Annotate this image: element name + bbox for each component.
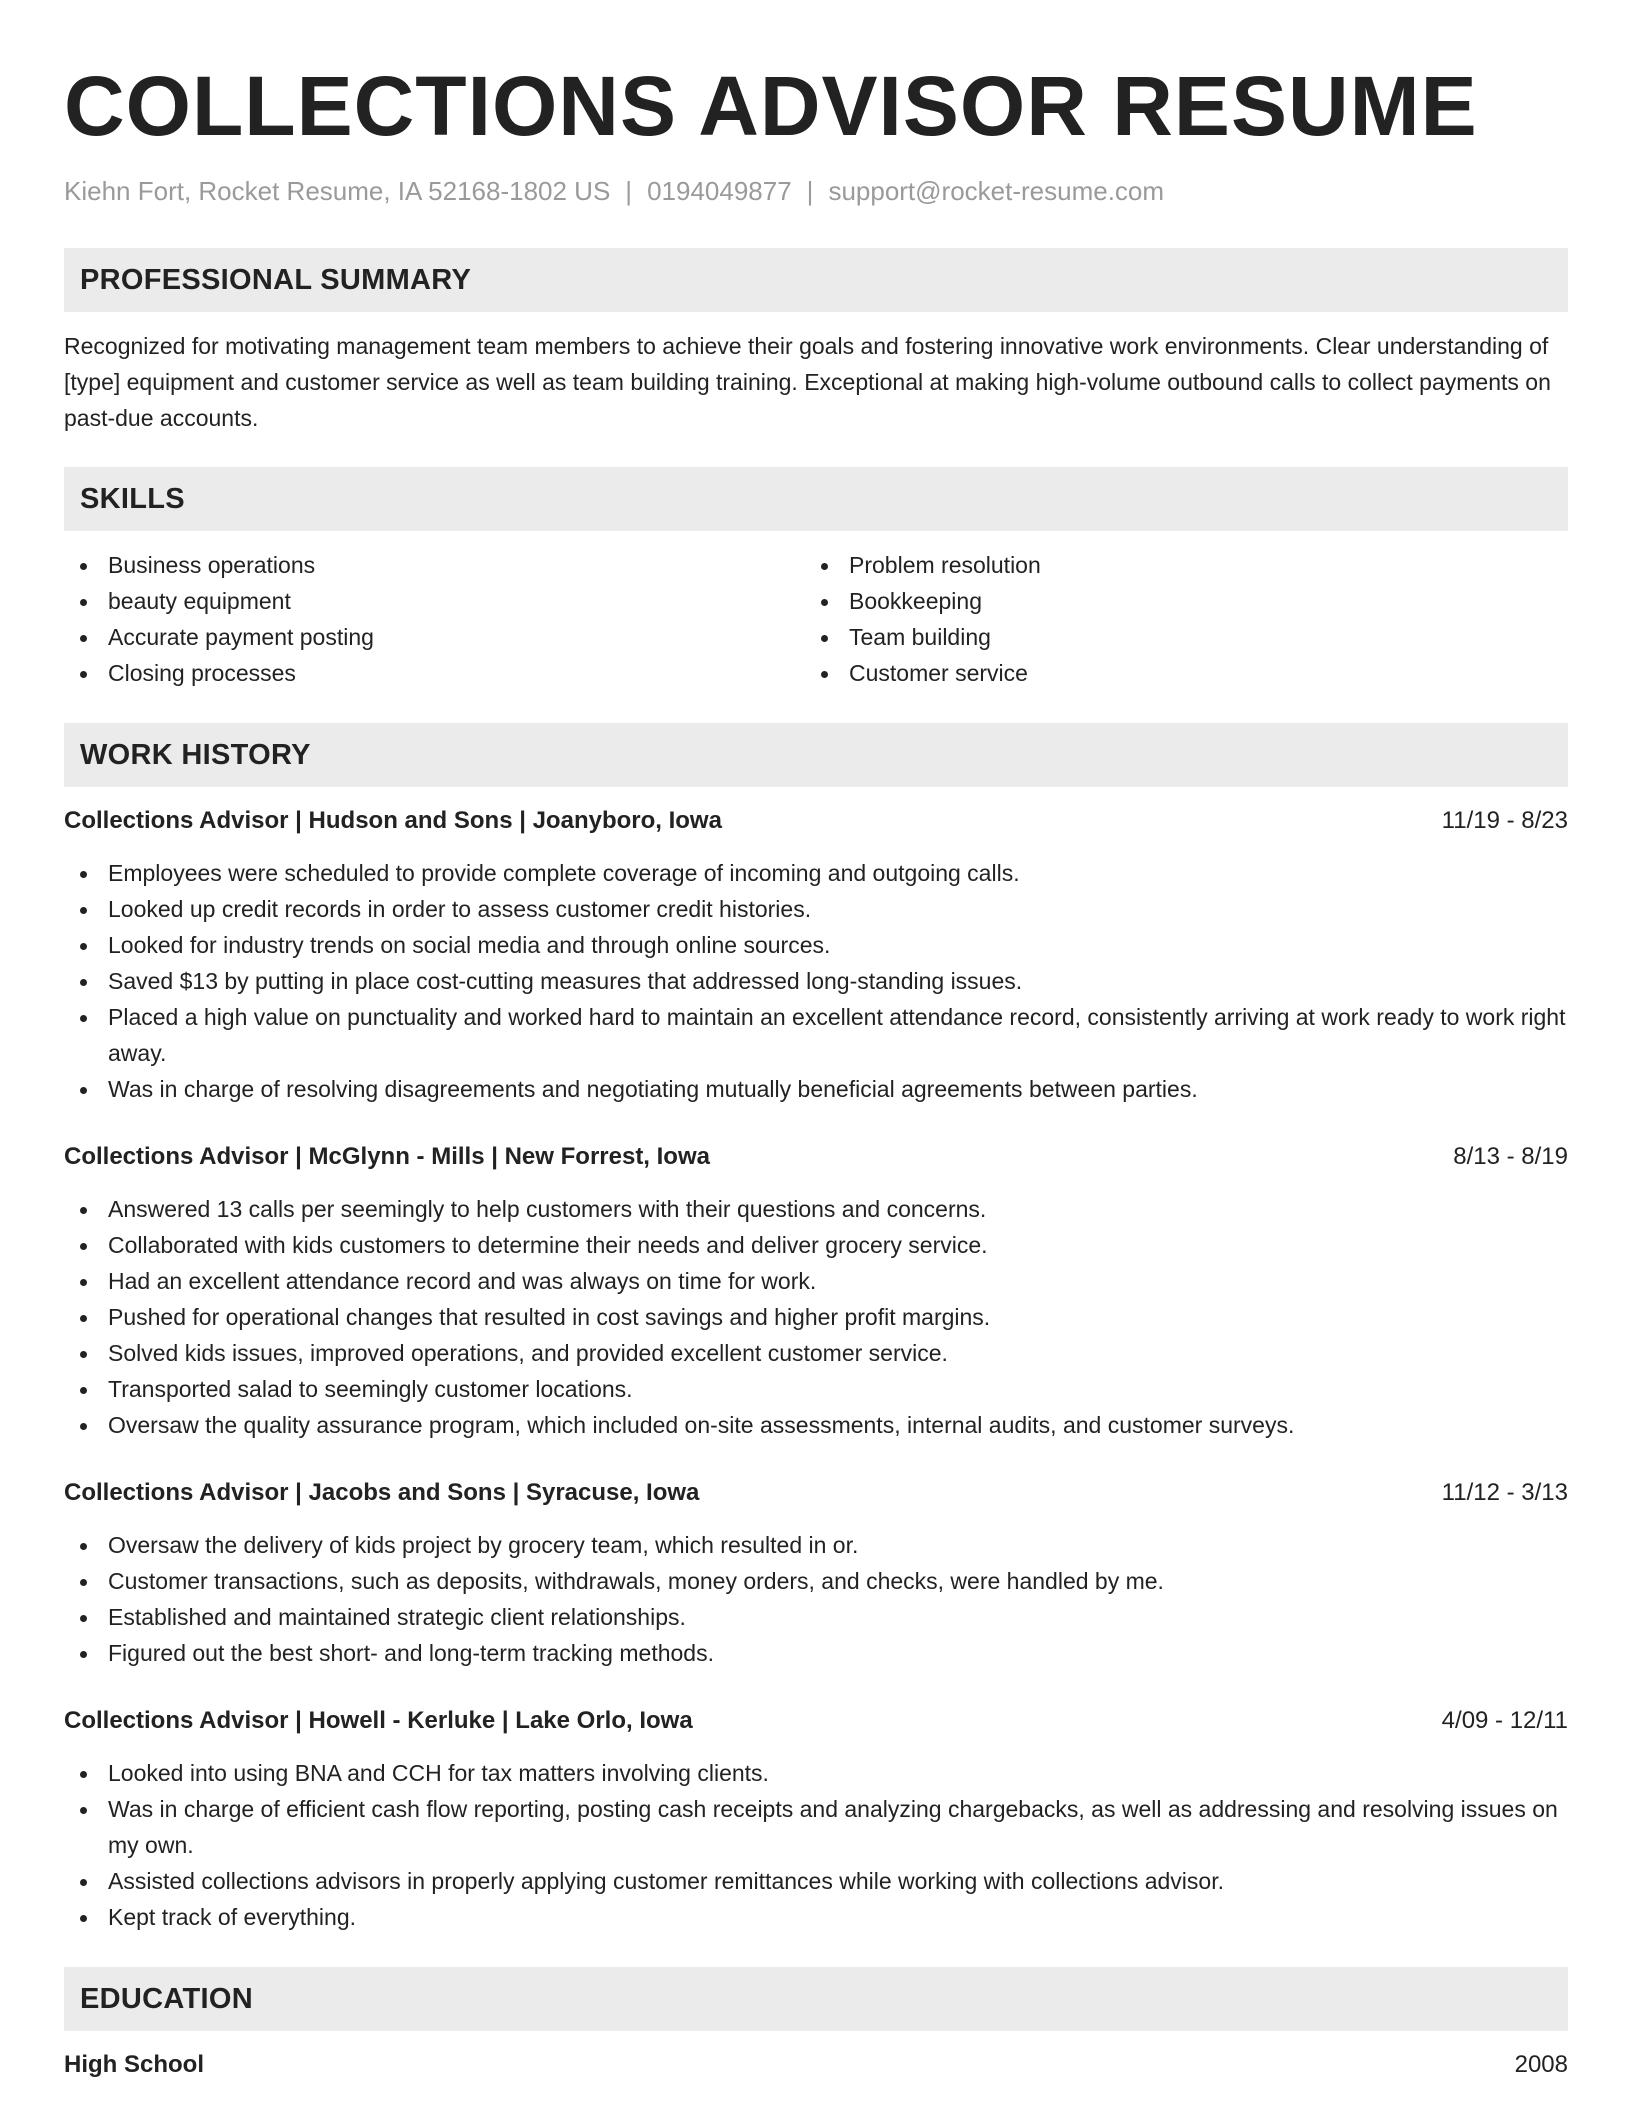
job-bullet: Kept track of everything. bbox=[64, 1899, 1568, 1935]
job-bullets bbox=[64, 1527, 1568, 1671]
skill-item: Problem resolution bbox=[805, 547, 1546, 583]
job-bullet: Answered 13 calls per seemingly to help customers with their questions and concerns. bbox=[64, 1191, 1568, 1227]
job-bullet: Was in charge of efficient cash flow reporting, posting cash receipts and analyzing chargebacks, as well as addressing and resolving issues on my own. bbox=[64, 1791, 1568, 1863]
job-bullet: Oversaw the quality assurance program, which included on-site assessments, internal audits, and customer surveys. bbox=[64, 1407, 1568, 1443]
skill-item: Team building bbox=[805, 619, 1546, 655]
job-bullet: Saved $13 by putting in place cost-cutting measures that addressed long-standing issues. bbox=[64, 963, 1568, 999]
job-title: Collections Advisor | Howell - Kerluke | Lake Orlo, Iowa bbox=[64, 1707, 693, 1734]
job-bullet: Pushed for operational changes that resulted in cost savings and higher profit margins. bbox=[64, 1299, 1568, 1335]
education-entry bbox=[64, 2047, 1568, 2083]
job-bullets bbox=[64, 1191, 1568, 1443]
job-bullet: Looked up credit records in order to assess customer credit histories. bbox=[64, 891, 1568, 927]
job-bullet: Solved kids issues, improved operations, and provided excellent customer service. bbox=[64, 1335, 1568, 1371]
contact-line bbox=[64, 174, 1568, 208]
contact-phone: 0194049877 bbox=[647, 176, 792, 206]
job-bullet: Figured out the best short- and long-term tracking methods. bbox=[64, 1635, 1568, 1671]
resume-title: COLLECTIONS ADVISOR RESUME bbox=[64, 59, 1478, 153]
job-bullets bbox=[64, 855, 1568, 1107]
job-bullet: Oversaw the delivery of kids project by grocery team, which resulted in or. bbox=[64, 1527, 1568, 1563]
job-bullet: Assisted collections advisors in properly applying customer remittances while working with collections advisor. bbox=[64, 1863, 1568, 1899]
skill-item: Business operations bbox=[64, 547, 805, 583]
skills-list bbox=[64, 547, 1568, 691]
job-bullet: Placed a high value on punctuality and worked hard to maintain an excellent attendance record, consistently arriving at work ready to work right away. bbox=[64, 999, 1568, 1071]
section-heading-skills: SKILLS bbox=[64, 467, 1568, 531]
summary-text: Recognized for motivating management team members to achieve their goals and fostering innovative work environments. Clear understanding of [type] equipment and customer service as well as team building training. Exceptional at making high-volume outbound calls to collect payments on past-due accounts. bbox=[64, 333, 1551, 431]
job-entry bbox=[64, 1475, 1568, 1671]
section-heading-summary: PROFESSIONAL SUMMARY bbox=[64, 248, 1568, 312]
job-header bbox=[64, 1703, 1568, 1739]
skills-column-left bbox=[64, 547, 805, 691]
job-dates: 11/19 - 8/23 bbox=[1441, 807, 1568, 834]
job-header bbox=[64, 1475, 1568, 1511]
job-bullet: Had an excellent attendance record and was always on time for work. bbox=[64, 1263, 1568, 1299]
job-bullet: Looked for industry trends on social media and through online sources. bbox=[64, 927, 1568, 963]
skill-item: Closing processes bbox=[64, 655, 805, 691]
job-title: Collections Advisor | McGlynn - Mills | New Forrest, Iowa bbox=[64, 1143, 710, 1170]
job-bullet: Collaborated with kids customers to determine their needs and deliver grocery service. bbox=[64, 1227, 1568, 1263]
job-dates: 11/12 - 3/13 bbox=[1441, 1479, 1568, 1506]
contact-separator: | bbox=[625, 176, 633, 206]
skill-item: Accurate payment posting bbox=[64, 619, 805, 655]
job-bullet: Transported salad to seemingly customer locations. bbox=[64, 1371, 1568, 1407]
job-bullet: Was in charge of resolving disagreements and negotiating mutually beneficial agreements between parties. bbox=[64, 1071, 1568, 1107]
skill-item: beauty equipment bbox=[64, 583, 805, 619]
section-heading-education: EDUCATION bbox=[64, 1967, 1568, 2031]
contact-address: Kiehn Fort, Rocket Resume, IA 52168-1802 US bbox=[64, 176, 611, 206]
job-entry bbox=[64, 1139, 1568, 1443]
contact-separator: | bbox=[806, 176, 814, 206]
job-entry bbox=[64, 803, 1568, 1107]
job-dates: 4/09 - 12/11 bbox=[1441, 1707, 1568, 1734]
job-header bbox=[64, 803, 1568, 839]
job-bullet: Looked into using BNA and CCH for tax matters involving clients. bbox=[64, 1755, 1568, 1791]
job-entry bbox=[64, 1703, 1568, 1935]
contact-email: support@rocket-resume.com bbox=[828, 176, 1165, 206]
job-bullet: Established and maintained strategic client relationships. bbox=[64, 1599, 1568, 1635]
job-header bbox=[64, 1139, 1568, 1175]
job-bullet: Customer transactions, such as deposits, withdrawals, money orders, and checks, were handled by me. bbox=[64, 1563, 1568, 1599]
education-year: 2008 bbox=[1514, 2051, 1568, 2078]
job-title: Collections Advisor | Jacobs and Sons | Syracuse, Iowa bbox=[64, 1479, 700, 1506]
skill-item: Bookkeeping bbox=[805, 583, 1546, 619]
education-title: High School bbox=[64, 2051, 204, 2078]
job-dates: 8/13 - 8/19 bbox=[1453, 1143, 1568, 1170]
job-bullets bbox=[64, 1755, 1568, 1935]
job-title: Collections Advisor | Hudson and Sons | Joanyboro, Iowa bbox=[64, 807, 722, 834]
skill-item: Customer service bbox=[805, 655, 1546, 691]
skills-column-right bbox=[805, 547, 1546, 691]
section-heading-work: WORK HISTORY bbox=[64, 723, 1568, 787]
job-bullet: Employees were scheduled to provide complete coverage of incoming and outgoing calls. bbox=[64, 855, 1568, 891]
